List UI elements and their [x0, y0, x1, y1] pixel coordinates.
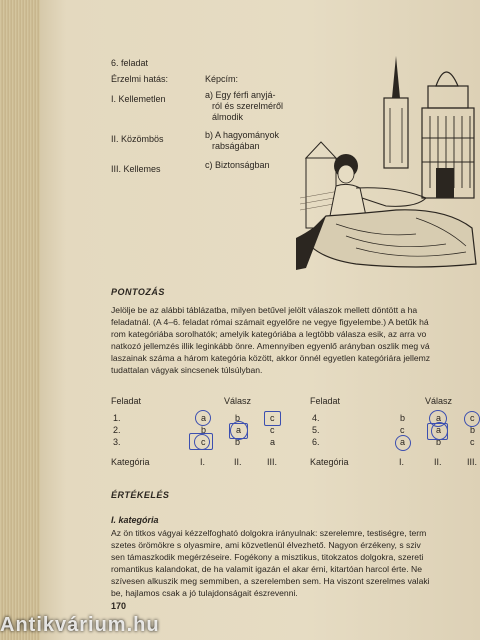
effect-item-1: I. Kellemetlen: [111, 94, 166, 104]
column-header-image-title: Képcím:: [205, 74, 239, 84]
table-right-answer: a: [436, 425, 442, 435]
evaluation-line-6: be, hajlamos csak a jó tulajdonságait észrevenni.: [111, 588, 298, 598]
evaluation-line-4: romantikus kalandokat, de ha valamit igazán el akar érni, kitartóan harcol érte. Ne: [111, 564, 422, 574]
table-right-answer: b: [400, 413, 406, 423]
evaluation-line-1: Az ön titkos vágyai kézzelfogható dolgokra irányulnak: szerelemre, testiségre, term: [111, 528, 427, 538]
scoring-line-5: laszainak száma a három kategória között, akkor önnél egyetlen kategóriára jellemz: [111, 353, 431, 363]
evaluation-subheading: I. kategória: [111, 515, 159, 525]
column-header-effect: Érzelmi hatás:: [111, 74, 169, 84]
table-left-answer: a: [270, 437, 276, 447]
table-right-answer: c: [400, 425, 405, 435]
scoring-line-4: natkozó jellemzés illik leginkább önre. Amennyiben egyenlő arányban oszlik meg vá: [111, 341, 430, 351]
table-right-kategoria-ii: II.: [434, 457, 442, 467]
table-left-kategoria-ii: II.: [234, 457, 242, 467]
title-b-line2: rabságában: [212, 141, 260, 151]
table-right-answer: c: [470, 437, 475, 447]
table-right-answer: a: [400, 437, 406, 447]
evaluation-line-2: szetes örömökre s olyasmire, ami közvetlenül élvezhető. Nagyon érzékeny, s sziv: [111, 540, 421, 550]
scoring-line-3: rom kategóriába sorolhatók; amelyik kategóriába a legtöbb válasza esik, az arra vo: [111, 329, 427, 339]
table-left-answer: c: [201, 437, 206, 447]
title-a-line2: ról és szerelméről: [212, 101, 284, 111]
table-left-answer: b: [235, 413, 241, 423]
page-number: 170: [111, 601, 127, 611]
table-right-answer: b: [436, 437, 442, 447]
evaluation-line-5: szívesen alkuszik meg semmiben, a szerelemben sem. Ha viszont szerelmes valaki: [111, 576, 430, 586]
table-left-row-num: 1.: [113, 413, 121, 423]
table-left-answer: a: [201, 413, 207, 423]
table-left-answer: c: [270, 413, 275, 423]
table-left-kategoria-iii: III.: [267, 457, 278, 467]
table-left-valasz-header: Válasz: [224, 396, 252, 406]
effect-item-2: II. Közömbös: [111, 134, 164, 144]
title-b-line1: b) A hagyományok: [205, 130, 280, 140]
table-right-answer: b: [470, 425, 476, 435]
ink-circle-mark: [395, 435, 411, 451]
effect-item-3: III. Kellemes: [111, 164, 161, 174]
title-a-line1: a) Egy férfi anyjá-: [205, 90, 276, 100]
table-left-feladat-header: Feladat: [111, 396, 142, 406]
page-edges: [0, 0, 44, 640]
ink-circle-mark: [464, 411, 480, 427]
ink-circle-mark: [230, 421, 248, 440]
scoring-line-1: Jelölje be az alábbi táblázatba, milyen betűvel jelölt válaszok mellett döntött a ha: [111, 305, 418, 315]
table-right-kategoria-i: I.: [399, 457, 405, 467]
scoring-line-2: feladatnál. (A 4–6. feladat római számait egyelőre ne vegye figyelembe.) A betűk há: [111, 317, 429, 327]
evaluation-heading: ÉRTÉKELÉS: [111, 490, 170, 500]
ink-circle-mark: [195, 410, 211, 426]
evaluation-line-3: sen támaszkodik megérzéseire. Fogékony a misztikus, titokzatos dolgokra, szereti: [111, 552, 424, 562]
table-left-answer: c: [270, 425, 275, 435]
title-a-line3: álmodik: [212, 112, 244, 122]
table-left-answer: a: [236, 425, 242, 435]
ink-circle-mark: [194, 434, 210, 450]
title-c-line1: c) Biztonságban: [205, 160, 270, 170]
table-right-answer: a: [436, 413, 442, 423]
table-left-answer: b: [235, 437, 241, 447]
scoring-line-6: tudattalan vágyak sincsenek túlsúlyban.: [111, 365, 263, 375]
table-right-feladat-header: Feladat: [310, 396, 341, 406]
table-right-kategoria-label: Kategória: [310, 457, 349, 467]
table-right-row-num: 5.: [312, 425, 320, 435]
table-left-row-num: 2.: [113, 425, 121, 435]
table-right-row-num: 6.: [312, 437, 320, 447]
table-right-valasz-header: Válasz: [425, 396, 453, 406]
illustration-woman-and-castle: [296, 38, 480, 278]
ink-box-mark: [264, 411, 281, 426]
table-left-answer: b: [201, 425, 207, 435]
table-left-kategoria-i: I.: [200, 457, 206, 467]
table-right-row-num: 4.: [312, 413, 320, 423]
ink-circle-mark: [431, 422, 448, 440]
table-left-row-num: 3.: [113, 437, 121, 447]
scoring-heading: PONTOZÁS: [111, 287, 165, 297]
watermark: Antikvárium.hu: [0, 614, 160, 636]
table-right-answer: c: [470, 413, 475, 423]
table-left-kategoria-label: Kategória: [111, 457, 150, 467]
exercise-title: 6. feladat: [111, 58, 149, 68]
table-right-kategoria-iii: III.: [467, 457, 478, 467]
